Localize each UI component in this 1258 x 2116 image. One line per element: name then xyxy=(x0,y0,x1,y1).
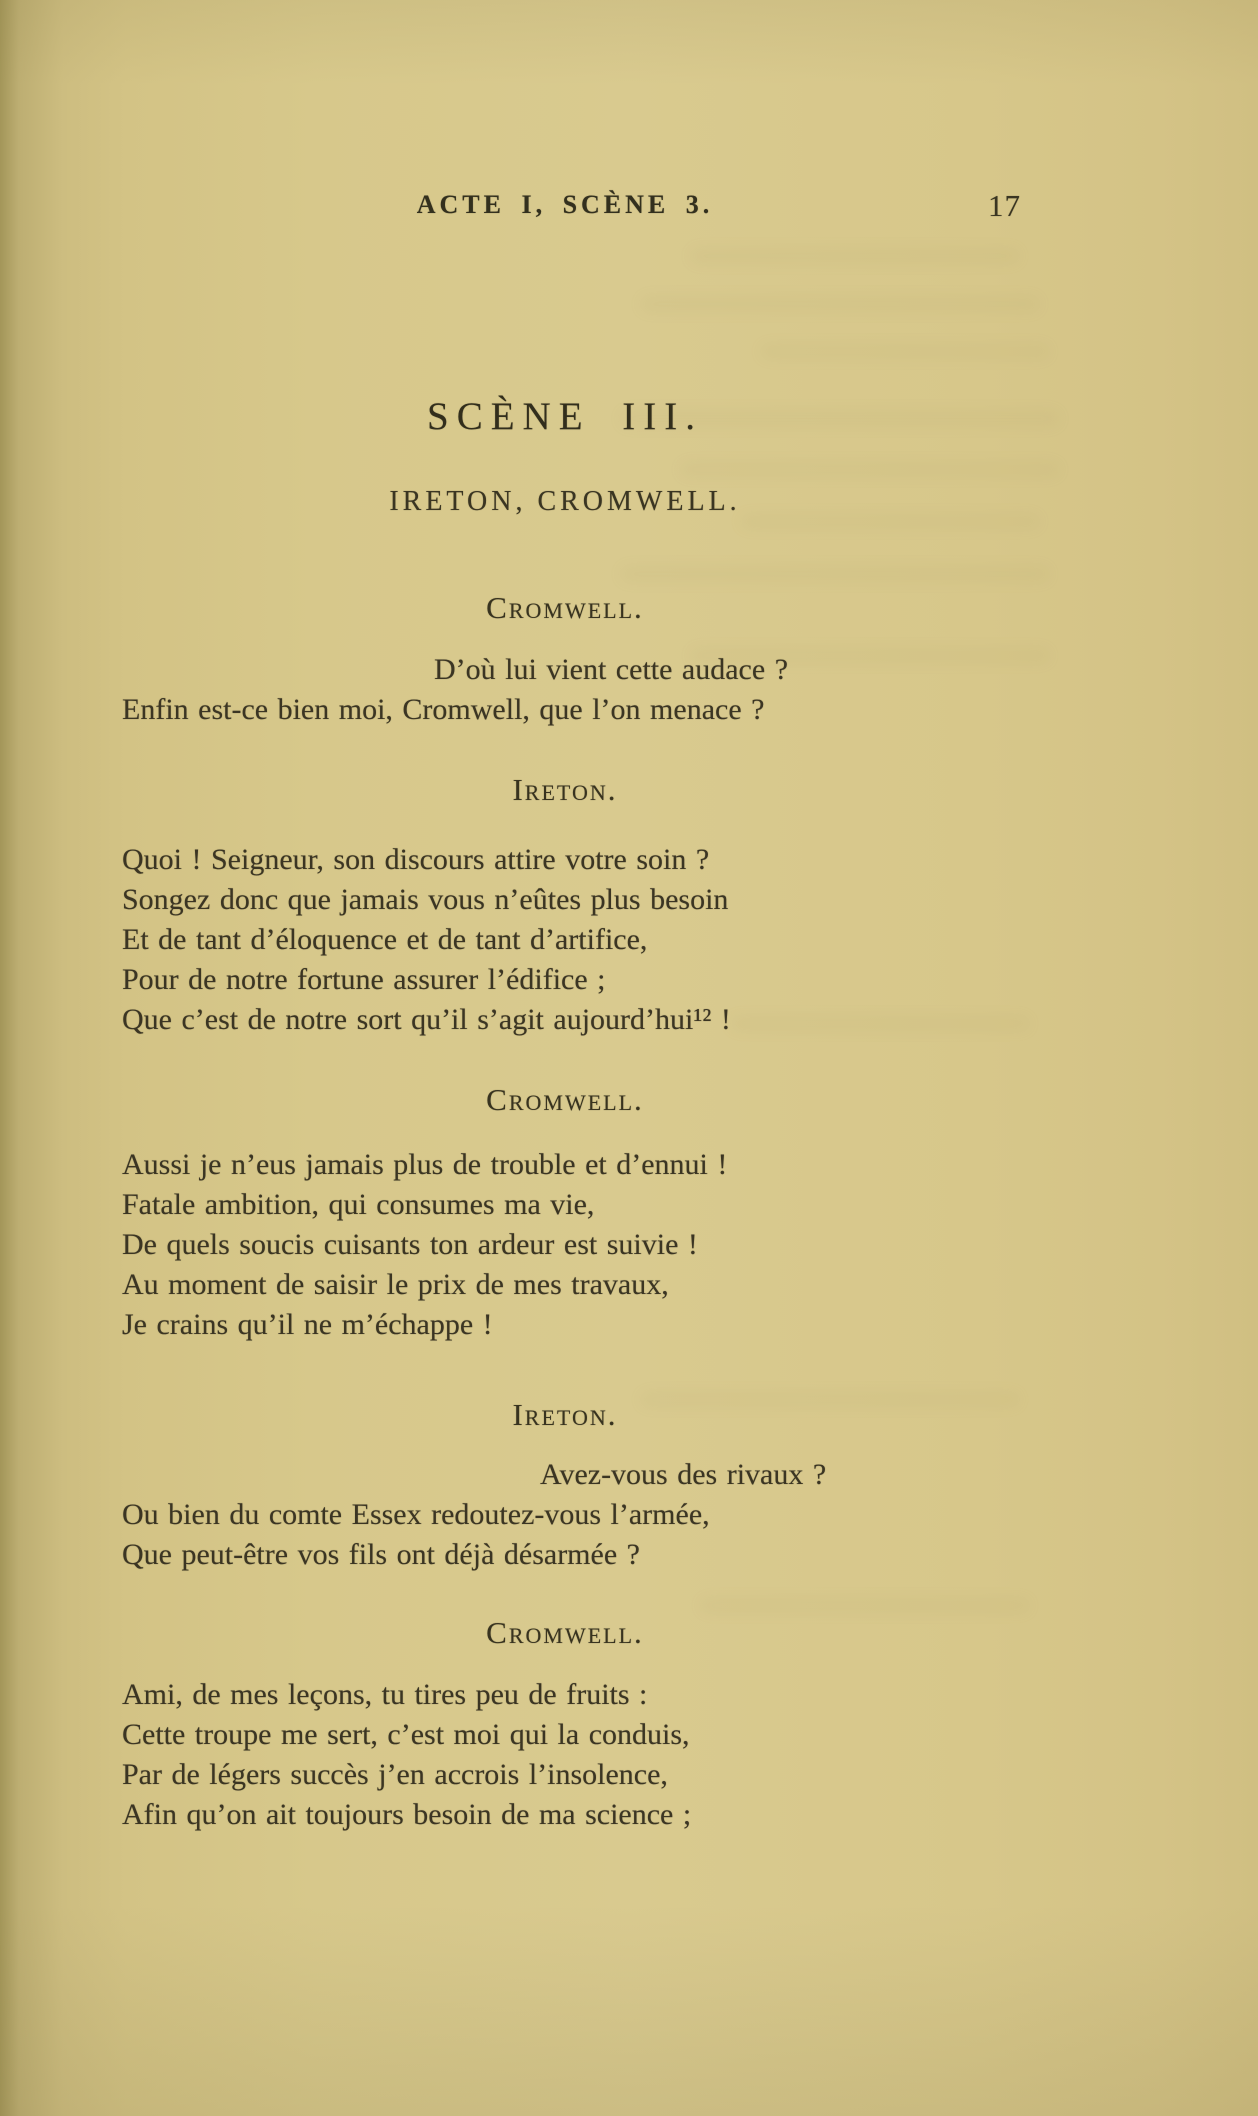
verse-line: Quoi ! Seigneur, son discours attire votre soin ? xyxy=(122,843,710,876)
running-head: ACTE I, SCÈNE 3. xyxy=(416,190,714,219)
verse-line: Enfin est-ce bien moi, Cromwell, que l’on menace ? xyxy=(122,693,765,726)
speaker-name: Cromwell. xyxy=(486,1615,644,1650)
verse-line: D’où lui vient cette audace ? xyxy=(434,653,789,686)
speech-block xyxy=(122,1615,1008,1835)
verse-line: Ou bien du comte Essex redoutez-vous l’armée, xyxy=(122,1498,710,1531)
verse-line: Que c’est de notre sort qu’il s’agit aujourd’hui¹² ! xyxy=(122,1003,731,1036)
speaker-name: Ireton. xyxy=(512,772,618,807)
verse-line: Et de tant d’éloquence et de tant d’artifice, xyxy=(122,923,648,956)
verse-line: Au moment de saisir le prix de mes travaux, xyxy=(122,1268,669,1301)
speaker-name: Cromwell. xyxy=(486,1082,644,1117)
verse-line: De quels soucis cuisants ton ardeur est suivie ! xyxy=(122,1228,698,1261)
verse-line: Que peut-être vos fils ont déjà désarmée ? xyxy=(122,1538,640,1571)
speaker-name: Ireton. xyxy=(512,1397,618,1432)
cast-list: IRETON, CROMWELL. xyxy=(389,486,741,517)
speech-block xyxy=(122,1082,1008,1345)
page-number: 17 xyxy=(988,188,1021,223)
speaker-name: Cromwell. xyxy=(486,590,644,625)
scene-title: SCÈNE III. xyxy=(427,395,703,438)
verse-line: Ami, de mes leçons, tu tires peu de fruits : xyxy=(122,1678,648,1711)
verse-line: Aussi je n’eus jamais plus de trouble et d’ennui ! xyxy=(122,1148,728,1181)
verse-line: Fatale ambition, qui consumes ma vie, xyxy=(122,1188,595,1221)
verse-line: Avez-vous des rivaux ? xyxy=(540,1458,827,1491)
verse-line: Songez donc que jamais vous n’eûtes plus besoin xyxy=(122,883,729,916)
verse-line: Par de légers succès j’en accrois l’insolence, xyxy=(122,1758,668,1791)
speech-block xyxy=(122,772,1008,1040)
verse-line: Cette troupe me sert, c’est moi qui la conduis, xyxy=(122,1718,690,1751)
verse-line: Pour de notre fortune assurer l’édifice ; xyxy=(122,963,606,996)
speech-block xyxy=(122,1397,1008,1575)
speech-block xyxy=(122,590,1008,730)
verse-line: Je crains qu’il ne m’échappe ! xyxy=(122,1308,493,1341)
verse-line: Afin qu’on ait toujours besoin de ma science ; xyxy=(122,1798,692,1831)
